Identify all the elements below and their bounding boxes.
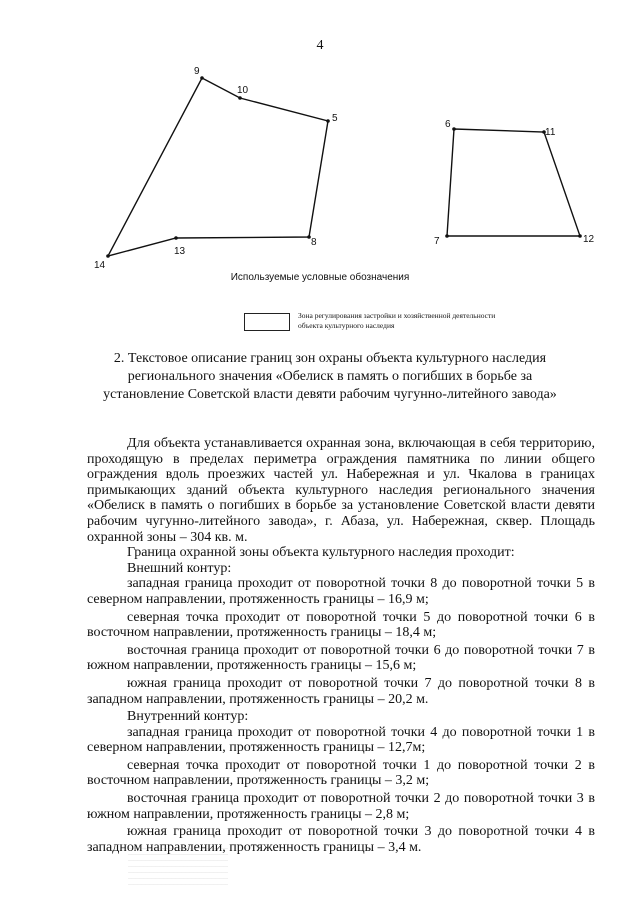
boundary-heading: Граница охранной зоны объекта культурного наследия проходит: bbox=[127, 545, 515, 561]
point-label-8: 8 bbox=[311, 237, 317, 248]
outer-contour-right bbox=[447, 129, 580, 236]
point-label-7: 7 bbox=[434, 236, 440, 247]
outer-contour-item: восточная граница проходит от поворотной точки 6 до поворотной точки 7 в южном направлении, протяженность границы – 15,6 м; bbox=[87, 642, 595, 674]
intro-paragraph: Для объекта устанавливается охранная зона, включающая в себя территорию, проходящую в пределах периметра ограждения памятника по линии общего ограждения вдоль проезжих частей ул. Набережная и ул. Чкалова в границах примыкающих зданий объекта культурного наследия регионального значения «Обелиск в память о погибших в борьбе за установление Советской власти девяти рабочим чугунно-литейного завода», г. Абаза, ул. Набережная, сквер. Площадь охранной зоны – 304 кв. м. bbox=[87, 436, 595, 545]
document-body bbox=[87, 436, 595, 857]
section-title: 2. Текстовое описание границ зон охраны объекта культурного наследия регионального значения «Обелиск в память о погибших в борьбе за установление Советской власти девяти рабочим чугунно-литейного завода» bbox=[103, 351, 557, 402]
boundary-scheme bbox=[0, 0, 640, 270]
outer-contour-item: северная точка проходит от поворотной точки 5 до поворотной точки 6 в восточном направлении, протяженность границы – 18,4 м; bbox=[87, 609, 595, 641]
inner-contour-item: восточная граница проходит от поворотной точки 2 до поворотной точки 3 в южном направлении, протяженность границы – 2,8 м; bbox=[87, 791, 595, 822]
legend-item-label: Зона регулирования застройки и хозяйственной деятельности объекта культурного наследия bbox=[298, 311, 496, 330]
point-label-14: 14 bbox=[94, 260, 106, 270]
legend-caption: Используемые условные обозначения bbox=[230, 272, 410, 283]
inner-contour-item: южная граница проходит от поворотной точки 3 до поворотной точки 4 в западном направлении, протяженность границы – 3,4 м. bbox=[87, 824, 595, 855]
inner-contour-item: западная граница проходит от поворотной точки 4 до поворотной точки 1 в северном направлении, протяженность границы – 12,7м; bbox=[87, 724, 595, 756]
legend-swatch bbox=[244, 313, 290, 331]
inner-contour-heading: Внутренний контур: bbox=[127, 709, 249, 725]
inner-contour-item: северная точка проходит от поворотной точки 1 до поворотной точки 2 в восточном направлении, протяженность границы – 3,2 м; bbox=[87, 757, 595, 789]
point-marker-9 bbox=[200, 76, 204, 80]
point-label-9: 9 bbox=[194, 66, 200, 77]
point-marker-6 bbox=[452, 127, 456, 131]
point-marker-5 bbox=[326, 119, 330, 123]
point-label-11: 11 bbox=[545, 127, 556, 138]
point-marker-10 bbox=[238, 96, 242, 100]
outer-contour-item: южная граница проходит от поворотной точки 7 до поворотной точки 8 в западном направлении, протяженность границы – 20,2 м. bbox=[87, 675, 595, 707]
outer-contour-heading: Внешний контур: bbox=[127, 560, 232, 576]
outer-contour-item: западная граница проходит от поворотной точки 8 до поворотной точки 5 в северном направлении, протяженность границы – 16,9 м; bbox=[87, 576, 595, 607]
point-label-10: 10 bbox=[237, 85, 249, 96]
faint-stamp-residue bbox=[128, 845, 228, 885]
page-number: 4 bbox=[316, 38, 324, 53]
point-label-13: 13 bbox=[174, 246, 186, 257]
point-marker-7 bbox=[445, 234, 449, 238]
point-label-5: 5 bbox=[332, 113, 338, 124]
outer-contour-left bbox=[108, 78, 328, 256]
point-marker-12 bbox=[578, 234, 582, 238]
point-label-12: 12 bbox=[583, 234, 595, 245]
point-marker-14 bbox=[106, 254, 110, 258]
point-marker-13 bbox=[174, 236, 178, 240]
point-label-6: 6 bbox=[445, 119, 451, 130]
